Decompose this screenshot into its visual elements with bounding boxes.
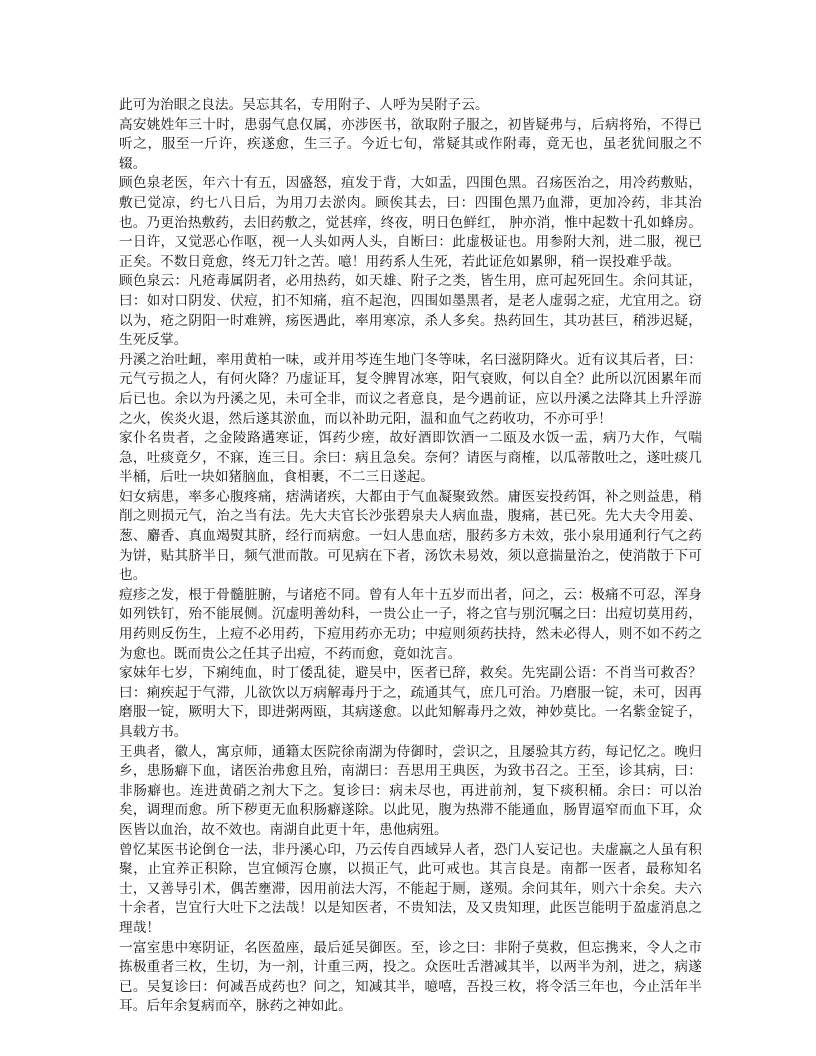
- paragraph-11: 曾忆某医书论倒仓一法，非丹溪心印，乃云传自西域异人者，恐门人妄记也。夫虚羸之人虽有积聚，止宜养正积除，岂宜倾泻仓廪，以损正气，此可戒也。其言良是。南都一医者，最称知名士，又善导引术，偶苦壅滞，因用前法大泻，不能起于厕，遂殒。余问其年，则六十余矣。夫六十余者，岂宜行大吐下之法哉！以是知医者，不贵知法，及又贵知理，此医岂能明于盈虚消息之理哉！: [119, 841, 702, 936]
- document-page: [119, 96, 702, 1017]
- paragraph-7: 妇女病患，率多心腹疼痛，痞满诸疾，大都由于气血凝聚致然。庸医妄投药饵，补之则益患，稍削之则损元气，治之当有法。先大夫官长沙张碧泉夫人病血蛊，腹痛，甚已死。先大夫令用姜、葱、麝香、真血竭熨其脐，经行而病愈。一妇人患血痞，服药多方未效，张小泉用通利行气之药为饼，贴其脐半日，频气泄而散。可见病在下者，汤饮未易效，须以意揣量治之，使消散于下可也。: [119, 488, 702, 584]
- paragraph-12: 一富室患中寒阴证，名医盈座，最后延吴御医。至，诊之曰：非附子莫救，但忘携来，令人之市拣极重者三枚，生切，为一剂，计重三两，投之。众医吐舌潜减其半，以两半为剂，进之，病遂已。吴复诊曰：何减吾成药也？问之，知减其半，噫嘻，吾投三枚，将令活三年也，今止活年半耳。后年余复病而卒，脉药之神如此。: [119, 939, 702, 1015]
- paragraph-8: 痘疹之发，根于骨髓脏腑，与诸疮不同。曾有人年十五岁而出者，问之，云：极痛不可忍，浑身如列铁钉，殆不能展侧。沉虚明善幼科，一贵公止一子，将之官与别沉嘱之曰：出痘切莫用药，用药则反伤生，上痘不必用药，下痘用药亦无功；中痘则须药扶持，然未必得人，则不如不药之为愈也。既而贵公之任其子出痘，不药而愈，竟如沈言。: [119, 586, 702, 662]
- paragraph-2: 高安姚姓年三十时，患弱气息仅属，亦涉医书，欲取附子服之，初皆疑弗与，后病将殆，不得已听之，服至一斤许，疾遂愈，生三子。今近七旬，常疑其或作附毒，竟无也，虽老犹间服之不辍。: [119, 116, 702, 172]
- paragraph-3: 顾色泉老医，年六十有五，因盛怒，疽发于背，大如盂，四围色黑。召疡医治之，用冷药敷贴，敷已觉凉，约七八日后，为用刀去淤肉。顾俟其去，曰：四围色黑乃血滞，更加冷药，非其治也。乃更治热敷药，去旧药敷之，觉甚痒，终夜，明日色鲜红， 肿亦消，惟中起数十孔如蜂房。一日许，又觉恶心作呕，视一人头如两人头，自断曰：此虚极证也。用参附大剂，进二服，视已正矣。不数日竟愈，终无刀针之苦。噫！用药系人生死，若此证危如累卵，稍一误投难乎哉。: [119, 175, 702, 270]
- paragraph-1: 此可为治眼之良法。吴忘其名，专用附子、人呼为吴附子云。: [119, 97, 489, 113]
- paragraph-10: 王典者，徽人，寓京师，通籍太医院徐南湖为侍御时，尝识之，且屡验其方药，每记忆之。晚归乡，患肠癖下血，诸医治弗愈且殆，南湖曰：吾思用王典医，为致书召之。王至，诊其病，曰：非肠癖也。连进黄硝之剂大下之。复诊曰：病未尽也，再进前剂，复下痰积桶。余曰：可以治矣，调理而愈。所下秽更无血积肠癖遂除。以此见，腹为热滞不能通血，肠胃逼窄而血下耳，众医皆以血治，故不效也。南湖自此更十年，患他病殂。: [119, 743, 702, 838]
- paragraph-9: 家妹年七岁，下痢纯血，时丁倭乱徒，避吴中，医者已辞，救矣。先宪副公语：不肖当可救否？曰：痢疾起于气滞，儿欲饮以万病解毒丹于之，疏通其气，庶几可治。乃磨服一锭，未可，因再磨服一锭，厥明大下，即进粥两瓯，其病遂愈。以此知解毒丹之效，神妙莫比。一名紫金锭子，具载方书。: [119, 665, 702, 740]
- paragraph-4: 顾色泉云：凡疮毒属阴者，必用热药，如天雄、附子之类，皆生用，庶可起死回生。余问其证，曰：如对口阴发、伏痘，扪不知痛，疽不起泡，四围如墨黑者，是老人虚弱之症，尤宜用之。窃以为，疮之阴阳一时难辨，疡医遇此，率用寒凉，杀人多矣。热药回生，其功甚巨，稍涉迟疑，生死反掌。: [119, 273, 702, 349]
- paragraph-6: 家仆名贵者，之金陵路遘寒证，饵药少瘥，故好酒即饮酒一二瓯及水饭一盂，病乃大作，气喘急，吐痰竟夕，不寐，连三日。余曰：病且急矣。奈何？请医与商榷，以瓜蒂散吐之，遂吐痰几半桶，后吐一块如猪脑血，食相裹，不二三日遂起。: [119, 430, 702, 486]
- paragraph-5: 丹溪之治吐衄，率用黄柏一味，或并用芩连生地门冬等味，名曰滋阴降火。近有议其后者，曰：元气亏损之人，有何火降？乃虚证耳，复令脾胃冰寒，阳气衰败，何以自全？此所以沉困累年而后已也。余以为丹溪之见，未可全非，而议之者意良，是今遇前证，应以丹溪之法降其上升浮游之火，俟炎火退，然后遂其淤血，而以补助元阳，温和血气之药收功，不亦可乎！: [119, 351, 702, 427]
